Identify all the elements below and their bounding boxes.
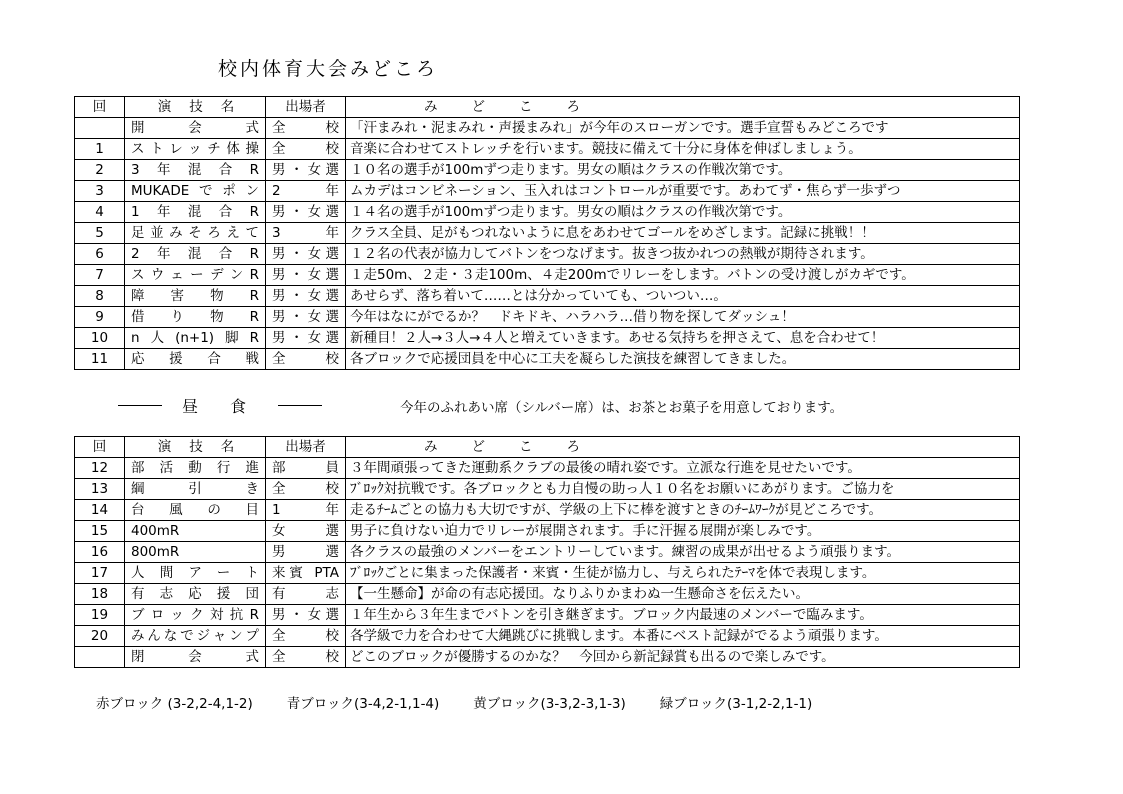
table-row (75, 265, 1020, 286)
highlight-text: ﾌﾞﾛｯｸごとに集まった保護者・来賓・生徒が協力し、与えられたﾃｰﾏを体で表現します。 (346, 563, 1020, 584)
event-number: 12 (75, 458, 125, 479)
event-name: n人(n+1)脚R (125, 328, 266, 349)
participants: 全校 (266, 349, 346, 370)
event-name: 400mR (125, 521, 266, 542)
event-number: 17 (75, 563, 125, 584)
highlight-text: 走るﾁｰﾑごとの協力も大切ですが、学級の上下に棒を渡すときのﾁｰﾑﾜｰｸが見どころです。 (346, 500, 1020, 521)
participants: 1年 (266, 500, 346, 521)
table-row (75, 244, 1020, 265)
block-list (96, 692, 812, 712)
participants: 部員 (266, 458, 346, 479)
table-row (75, 647, 1020, 668)
highlight-text: クラス全員、足がもつれないように息をあわせてゴールをめざします。記録に挑戦！！ (346, 223, 1020, 244)
event-number: 16 (75, 542, 125, 563)
table-header (75, 97, 1020, 118)
participants: 全校 (266, 139, 346, 160)
participants: 男・女選 (266, 605, 346, 626)
table-row (75, 542, 1020, 563)
participants: 男・女選 (266, 160, 346, 181)
divider-line (118, 405, 162, 406)
participants: 女選 (266, 521, 346, 542)
table-row (75, 202, 1020, 223)
participants: 全校 (266, 118, 346, 139)
header-col2: 演技名 (125, 97, 266, 118)
table-row (75, 181, 1020, 202)
event-number: 8 (75, 286, 125, 307)
event-name: ストレッチ体操 (125, 139, 266, 160)
event-name: ブロック対抗R (125, 605, 266, 626)
highlight-text: １４名の選手が100mずつ走ります。男女の順はクラスの作戦次第です。 (346, 202, 1020, 223)
page-title: 校内体育大会みどころ (218, 58, 439, 80)
table-row (75, 328, 1020, 349)
highlight-text: あせらず、落ち着いて……とは分かっていても、ついつい…。 (346, 286, 1020, 307)
event-name: 足並みそろえて (125, 223, 266, 244)
event-name: 綱引き (125, 479, 266, 500)
highlight-text: ﾌﾞﾛｯｸ対抗戦です。各ブロックとも力自慢の助っ人１０名をお願いにあがります。ご協力を (346, 479, 1020, 500)
block-yellow: 黄ブロック(3-3,2-3,1-3) (473, 696, 626, 712)
table-row (75, 563, 1020, 584)
highlight-text: 今年はなにがでるか？ ドキドキ、ハラハラ…借り物を探してダッシュ！ (346, 307, 1020, 328)
program-table-afternoon (74, 436, 1020, 668)
block-blue: 青ブロック(3-4,2-1,1-4) (286, 696, 440, 712)
table-row (75, 139, 1020, 160)
event-number: 2 (75, 160, 125, 181)
event-name: 借り物R (125, 307, 266, 328)
highlight-text: ３年間頑張ってきた運動系クラブの最後の晴れ姿です。立派な行進を見せたいです。 (346, 458, 1020, 479)
table-row (75, 307, 1020, 328)
event-name: 台風の目 (125, 500, 266, 521)
event-number: 9 (75, 307, 125, 328)
block-red: 赤ブロック (3-2,2-4,1-2) (96, 696, 253, 712)
program-table-morning (74, 96, 1020, 370)
lunch-label: 昼食 (182, 397, 279, 416)
highlight-text: 各ブロックで応援団員を中心に工夫を凝らした演技を練習してきました。 (346, 349, 1020, 370)
header-col4: みどころ (346, 97, 1020, 118)
event-number: 20 (75, 626, 125, 647)
header-col1: 回 (75, 97, 125, 118)
participants: 全校 (266, 647, 346, 668)
table-row (75, 349, 1020, 370)
block-green: 緑ブロック(3-1,2-2,1-1) (659, 696, 813, 712)
event-name: 応援合戦 (125, 349, 266, 370)
participants: 全校 (266, 626, 346, 647)
table-row (75, 500, 1020, 521)
participants: 男・女選 (266, 265, 346, 286)
highlight-text: １０名の選手が100mずつ走ります。男女の順はクラスの作戦次第です。 (346, 160, 1020, 181)
participants: 有志 (266, 584, 346, 605)
event-name: 有志応援団 (125, 584, 266, 605)
highlight-text: １年生から３年生までバトンを引き継ぎます。ブロック内最速のメンバーで臨みます。 (346, 605, 1020, 626)
event-number: 15 (75, 521, 125, 542)
event-number: 14 (75, 500, 125, 521)
event-name: 2年混合R (125, 244, 266, 265)
participants: 3年 (266, 223, 346, 244)
highlight-text: 各学級で力を合わせて大縄跳びに挑戦します。本番にベスト記録がでるよう頑張ります。 (346, 626, 1020, 647)
highlight-text: どこのブロックが優勝するのかな？ 今回から新記録賞も出るので楽しみです。 (346, 647, 1020, 668)
event-number: 4 (75, 202, 125, 223)
header-col3: 出場者 (266, 97, 346, 118)
highlight-text: ムカデはコンビネーション、玉入れはコントロールが重要です。あわてず・焦らず一歩ずつ (346, 181, 1020, 202)
table-row (75, 160, 1020, 181)
event-name: 開会式 (125, 118, 266, 139)
event-name: 800mR (125, 542, 266, 563)
table-row (75, 626, 1020, 647)
highlight-text: 「汗まみれ・泥まみれ・声援まみれ」が今年のスローガンです。選手宣誓もみどころです (346, 118, 1020, 139)
event-number: 11 (75, 349, 125, 370)
table-row (75, 458, 1020, 479)
event-name: MUKADEでポン (125, 181, 266, 202)
event-number (75, 118, 125, 139)
participants: 男・女選 (266, 328, 346, 349)
event-number: 5 (75, 223, 125, 244)
highlight-text: 【一生懸命】が命の有志応援団。なりふりかまわぬ一生懸命さを伝えたい。 (346, 584, 1020, 605)
event-number: 19 (75, 605, 125, 626)
header-col1: 回 (75, 437, 125, 458)
participants: 全校 (266, 479, 346, 500)
participants: 男・女選 (266, 202, 346, 223)
lunch-note: 今年のふれあい席（シルバー席）は、お茶とお菓子を用意しております。 (400, 400, 844, 416)
participants: 2年 (266, 181, 346, 202)
table-row (75, 223, 1020, 244)
event-name: 1年混合R (125, 202, 266, 223)
event-number: 7 (75, 265, 125, 286)
event-number (75, 647, 125, 668)
table-row (75, 584, 1020, 605)
participants: 男・女選 (266, 286, 346, 307)
event-number: 13 (75, 479, 125, 500)
header-col4: みどころ (346, 437, 1020, 458)
event-name: 人間アート (125, 563, 266, 584)
table-row (75, 118, 1020, 139)
table-header (75, 437, 1020, 458)
event-number: 18 (75, 584, 125, 605)
event-number: 1 (75, 139, 125, 160)
event-name: 閉会式 (125, 647, 266, 668)
divider-line (278, 405, 322, 406)
highlight-text: １走50m、２走・３走100m、４走200mでリレーをします。バトンの受け渡しがカギです。 (346, 265, 1020, 286)
participants: 男・女選 (266, 307, 346, 328)
event-name: 3年混合R (125, 160, 266, 181)
event-number: 6 (75, 244, 125, 265)
table-row (75, 479, 1020, 500)
header-col3: 出場者 (266, 437, 346, 458)
event-name: 障害物R (125, 286, 266, 307)
lunch-divider (118, 394, 322, 417)
participants: 男・女選 (266, 244, 346, 265)
highlight-text: 男子に負けない迫力でリレーが展開されます。手に汗握る展開が楽しみです。 (346, 521, 1020, 542)
event-name: スウェーデンR (125, 265, 266, 286)
event-number: 10 (75, 328, 125, 349)
highlight-text: 各クラスの最強のメンバーをエントリーしています。練習の成果が出せるよう頑張ります。 (346, 542, 1020, 563)
participants: 来賓 PTA (266, 563, 346, 584)
event-name: 部活動行進 (125, 458, 266, 479)
table-row (75, 605, 1020, 626)
participants: 男選 (266, 542, 346, 563)
table-row (75, 286, 1020, 307)
event-number: 3 (75, 181, 125, 202)
event-name: みんなでジャンプ (125, 626, 266, 647)
highlight-text: １２名の代表が協力してバトンをつなげます。抜きつ抜かれつの熱戦が期待されます。 (346, 244, 1020, 265)
highlight-text: 新種目！２人→３人→４人と増えていきます。あせる気持ちを押さえて、息を合わせて！ (346, 328, 1020, 349)
table-row (75, 521, 1020, 542)
header-col2: 演技名 (125, 437, 266, 458)
highlight-text: 音楽に合わせてストレッチを行います。競技に備えて十分に身体を伸ばしましょう。 (346, 139, 1020, 160)
